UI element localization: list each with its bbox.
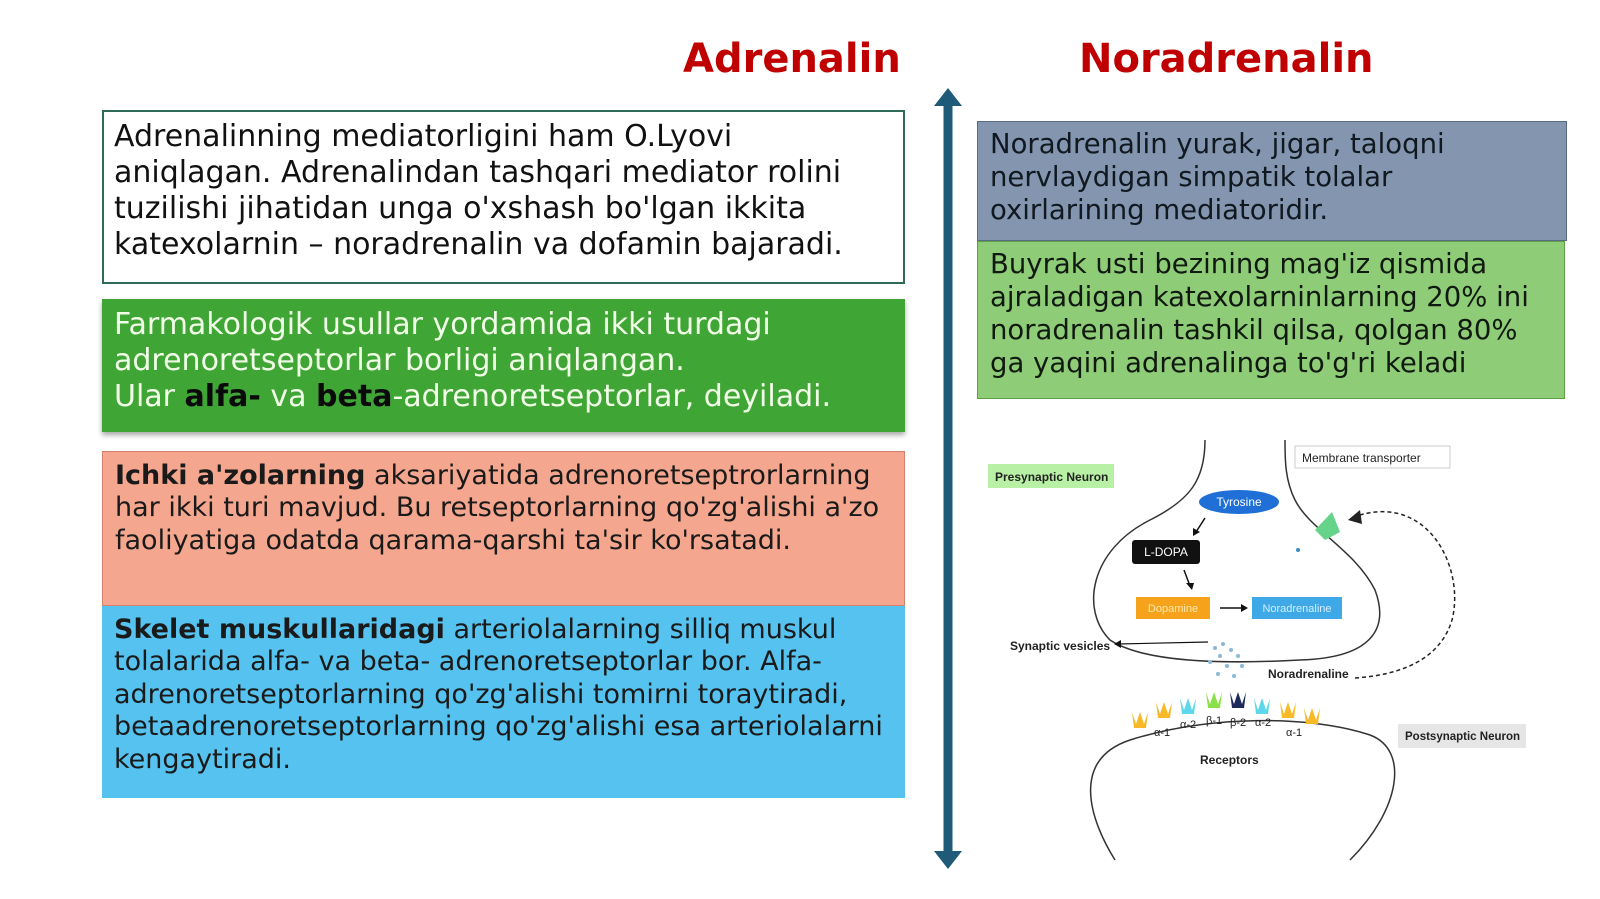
adrenal-medulla-text: Buyrak usti bezining mag'iz qismida ajraladigan katexolarninlarning 20% ini noradrenalin tashkil qilsa, qolgan 80% ga yaqini adrenalinga to'g'ri keladi — [990, 248, 1529, 379]
receptor-types-prefix: Ular — [114, 379, 185, 414]
receptors-label: Receptors — [1200, 753, 1259, 767]
postsynaptic-outline — [1091, 721, 1395, 860]
tyrosine-label: Tyrosine — [1216, 495, 1262, 509]
internal-organs-box — [102, 451, 905, 606]
ldopa-label: L-DOPA — [1144, 545, 1188, 559]
membrane-transporter-label: Membrane transporter — [1302, 451, 1421, 465]
receptor-types-line1: Farmakologik usullar yordamida ikki turdagi adrenoretseptorlar borligi aniqlangan. — [114, 307, 771, 378]
internal-organs-rest: aksariyatida adrenoretseptrorlarning har ikki turi mavjud. Bu retseptorlarning qo'zg'alishi a'zo faoliyatiga odatda qarama-qarshi ta'sir ko'rsatadi. — [115, 460, 880, 556]
heading-adrenalin: Adrenalin — [683, 36, 901, 82]
skeletal-muscle-rest: arteriolalarning silliq muskul tolalarida alfa- va beta- adrenoretseptorlar bor. Alfa-adrenoretseptorlarning qo'zg'alishi tomirni toraytiradi, betaadrenoretseptorlarning qo'zg'alishi esa arteriolalarni kengaytiradi. — [114, 614, 883, 775]
receptor-types-suffix: -adrenoretseptorlar, deyiladi. — [392, 379, 832, 414]
alfa-term: alfa- — [184, 379, 261, 414]
receptor-label-3: β-1 — [1206, 715, 1223, 727]
skeletal-muscle-text — [114, 614, 893, 776]
membrane-transporter-icon — [1315, 512, 1340, 540]
receptor-label-6: α-1 — [1286, 727, 1303, 739]
adrenalin-intro-text: Adrenalinning mediatorligini ham O.Lyovi aniqlagan. Adrenalindan tashqari mediator rolini tuzilishi jihatidan unga o'xshash bo'lgan ikkita katexolarnin – noradrenalin va dofamin bajaradi. — [114, 119, 843, 262]
receptor-types-mid: va — [260, 379, 317, 414]
noradrenaline-node-label: Noradrenaline — [1262, 603, 1332, 615]
presynaptic-label: Presynaptic Neuron — [995, 470, 1109, 484]
double-arrow-divider — [928, 86, 968, 871]
heading-noradrenalin: Noradrenalin — [1079, 36, 1374, 82]
internal-organs-text — [115, 460, 892, 557]
synapse-diagram — [995, 440, 1590, 860]
adrenal-medulla-box — [977, 241, 1565, 399]
noradrenalin-fibers-box — [977, 121, 1567, 241]
receptor-label-4: β-2 — [1230, 717, 1247, 729]
adrenalin-intro-box — [102, 110, 905, 284]
synaptic-vesicles-icon — [1208, 642, 1244, 678]
reuptake-dashed-arrow — [1355, 512, 1455, 678]
noradrenaline-label: Noradrenaline — [1268, 667, 1349, 681]
skeletal-muscle-bold: Skelet muskullaridagi — [114, 614, 445, 645]
skeletal-muscle-box — [102, 606, 905, 798]
receptor-label-5: α-2 — [1255, 717, 1272, 729]
dopamine-label: Dopamine — [1147, 603, 1199, 615]
postsynaptic-label: Postsynaptic Neuron — [1405, 731, 1521, 743]
receptor-label-1: α-1 — [1154, 727, 1171, 739]
receptor-types-box — [102, 299, 905, 432]
beta-term: beta — [316, 379, 393, 414]
internal-organs-bold: Ichki a'zolarning — [115, 460, 366, 491]
receptor-label-2: α-2 — [1180, 719, 1197, 731]
synaptic-vesicles-label: Synaptic vesicles — [1010, 639, 1111, 653]
noradrenalin-fibers-text: Noradrenalin yurak, jigar, taloqni nervlaydigan simpatik tolalar oxirlarining mediatoridir. — [990, 128, 1445, 226]
receptor-types-line2 — [114, 379, 893, 415]
